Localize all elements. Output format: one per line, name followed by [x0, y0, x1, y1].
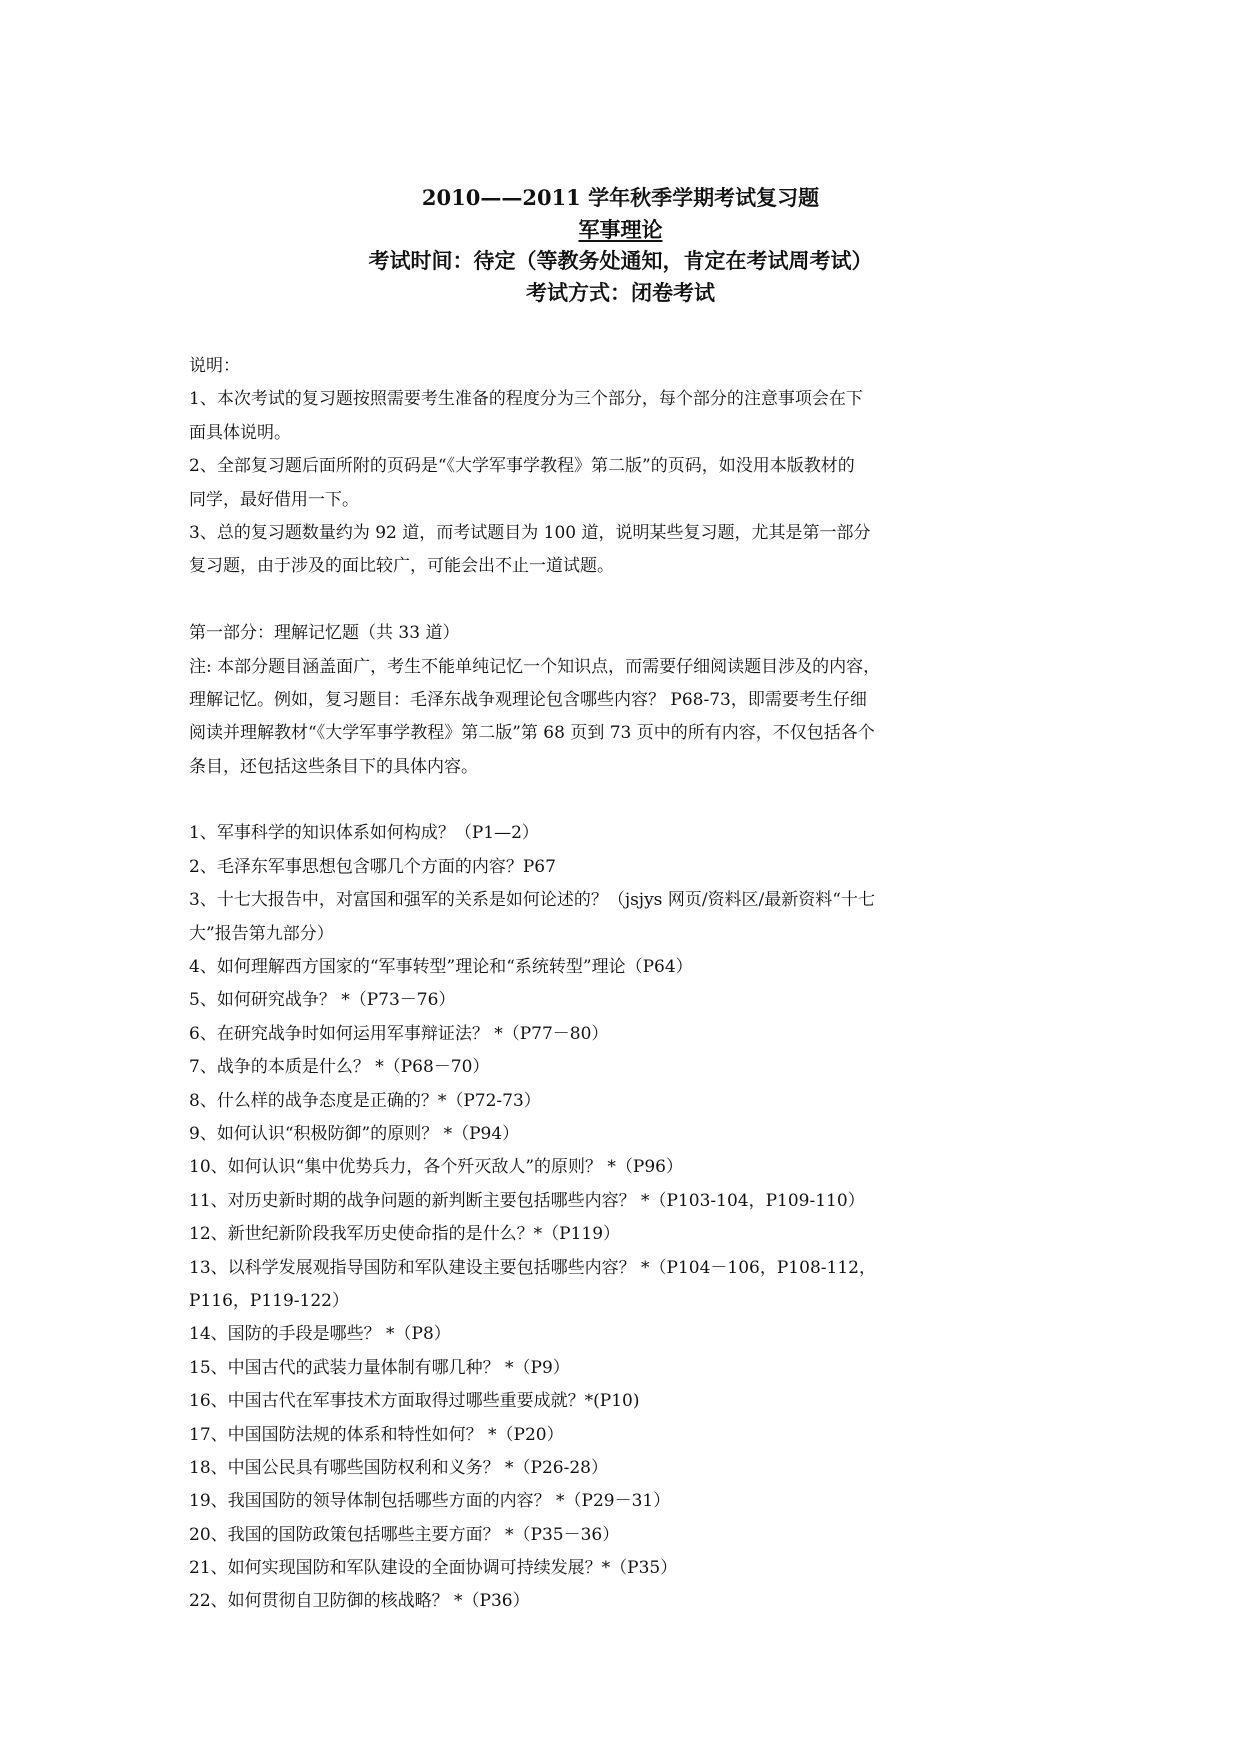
question-line: 17、中国国防法规的体系和特性如何？ *（P20） — [189, 1424, 564, 1445]
question-line: 16、中国古代在军事技术方面取得过哪些重要成就？*(P10) — [189, 1391, 640, 1412]
question-line: 21、如何实现国防和军队建设的全面协调可持续发展？*（P35） — [189, 1558, 678, 1579]
notes-line: 1、本次考试的复习题按照需要考生准备的程度分为三个部分，每个部分的注意事项会在下 — [189, 389, 863, 410]
question-line: 9、如何认识“积极防御”的原则？ *（P94） — [189, 1123, 520, 1144]
part1-note-line: 条目，还包括这些条目下的具体内容。 — [189, 756, 478, 777]
question-line: 20、我国的国防政策包括哪些主要方面？ *（P35－36） — [189, 1524, 620, 1545]
question-line: 1、军事科学的知识体系如何构成？（P1—2） — [189, 823, 539, 844]
exam-time: 考试时间：待定（等教务处通知，肯定在考试周考试） — [368, 248, 873, 273]
question-line: 5、如何研究战争？ *（P73－76） — [189, 990, 456, 1011]
question-line: 19、我国国防的领导体制包括哪些方面的内容？ *（P29－31） — [189, 1491, 671, 1512]
question-line: 13、以科学发展观指导国防和军队建设主要包括哪些内容？ *（P104－106，P108-112， — [189, 1257, 876, 1278]
question-line: P116，P119-122） — [189, 1290, 349, 1311]
part1-note-line: 注: 本部分题目涵盖面广，考生不能单纯记忆一个知识点，而需要仔细阅读题目涉及的内容， — [189, 656, 881, 677]
question-line: 18、中国公民具有哪些国防权利和义务？ *（P26-28） — [189, 1457, 608, 1478]
exam-mode: 考试方式：闭卷考试 — [526, 279, 715, 305]
notes-line: 2、全部复习题后面所附的页码是“《大学军事学教程》第二版”的页码，如没用本版教材的 — [189, 456, 855, 477]
notes-line: 复习题，由于涉及的面比较广，可能会出不止一道试题。 — [189, 556, 614, 577]
notes-line: 面具体说明。 — [189, 422, 291, 443]
question-line: 6、在研究战争时如何运用军事辩证法？ *（P77－80） — [189, 1023, 609, 1044]
question-line: 11、对历史新时期的战争问题的新判断主要包括哪些内容？ *（P103-104，P109-110） — [189, 1190, 865, 1211]
question-line: 12、新世纪新阶段我军历史使命指的是什么？*（P119） — [189, 1224, 621, 1245]
document-body — [189, 350, 1052, 1619]
notes-line: 3、总的复习题数量约为 92 道，而考试题目为 100 道，说明某些复习题，尤其是第一部分 — [189, 522, 871, 543]
part1-note-line: 阅读并理解教材“《大学军事学教程》第二版”第 68 页到 73 页中的所有内容，不仅包括各个 — [189, 723, 875, 744]
notes-line: 同学，最好借用一下。 — [189, 489, 359, 510]
document-title: 2010——2011 学年秋季学期考试复习题 — [421, 185, 820, 210]
notes-heading: 说明： — [189, 356, 240, 376]
part1-heading: 第一部分：理解记忆题（共 33 道） — [189, 623, 460, 644]
question-line: 8、什么样的战争态度是正确的？*（P72-73） — [189, 1090, 541, 1111]
question-line: 7、战争的本质是什么？ *（P68－70） — [189, 1057, 490, 1078]
question-line: 4、如何理解西方国家的“军事转型”理论和“系统转型”理论（P64） — [189, 957, 693, 978]
question-line: 22、如何贯彻自卫防御的核战略？ *（P36） — [189, 1591, 530, 1612]
paragraph-gap — [189, 584, 1052, 617]
title-block — [0, 182, 1241, 308]
question-line: 10、如何认识“集中优势兵力，各个歼灭敌人”的原则？ *（P96） — [189, 1157, 683, 1178]
question-line: 大”报告第九部分） — [189, 923, 334, 944]
question-line: 15、中国古代的武装力量体制有哪几种？ *（P9） — [189, 1357, 570, 1378]
paragraph-gap — [189, 784, 1052, 817]
part1-note-line: 理解记忆。例如，复习题目：毛泽东战争观理论包含哪些内容？ P68-73，即需要考生仔细 — [189, 689, 867, 710]
question-line: 14、国防的手段是哪些？ *（P8） — [189, 1324, 451, 1345]
subject-title: 军事理论 — [578, 216, 663, 242]
question-line: 3、十七大报告中，对富国和强军的关系是如何论述的？（jsjys 网页/资料区/最新资料“十七 — [189, 890, 875, 911]
question-line: 2、毛泽东军事思想包含哪几个方面的内容？P67 — [189, 856, 556, 877]
